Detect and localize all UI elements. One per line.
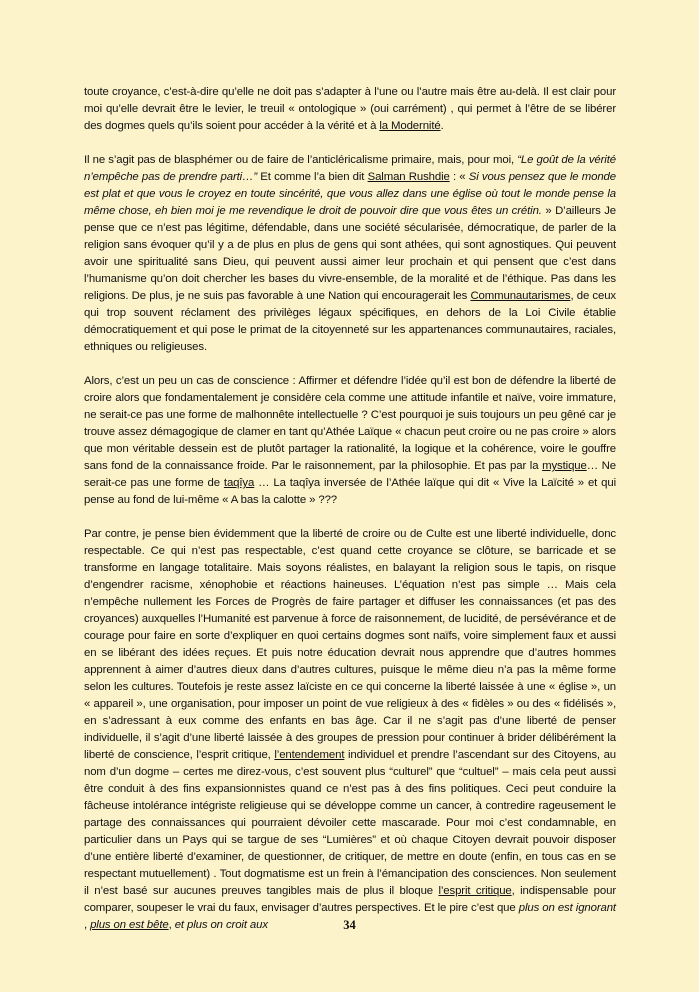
text-run: : « [449,171,469,183]
text-run: » D’ailleurs Je pense que ce n’est pas légitime, défendable, dans une société sécularisée, démocratique, de parler de la religion sans évoquer qu’il y a de plus en plus de gens qui sont athées, qui sont agnostiques. Qui peuvent avoir une spiritualité sans Dieu, qui peuvent aussi aimer leur prochain et qui pensent que c’est dans l’humanisme qu’on doit chercher les bases du vivre-ensemble, de la moralité et de l’éthique. Pas dans les religions. De plus, je ne suis pas favorable à une Nation qui encouragerait les [84,205,616,302]
quote-italic: Si vous pensez que le monde est plat et que vous le croyez en toute sincérité, que vous allez dans une église où tout le monde pense la même chose, eh bien moi je me revendique le droit de pouvoir dire que vous êtes un crétin. [84,171,616,217]
text-run: , indispensable pour comparer, soupeser le vrai du faux, envisager d’autres perspectives. Et le pire c’est que [84,885,616,914]
text-run: , [84,919,91,931]
text-run: … Ne serait-ce pas une forme de [84,460,617,489]
link-salman-rushdie[interactable]: Salman Rushdie [367,171,450,183]
paragraph-3 [84,373,616,509]
italic-run: plus on est ignorant [518,902,616,914]
link-esprit-critique[interactable]: l’esprit critique [438,885,512,897]
link-taqiya[interactable]: taqîya [223,477,255,489]
link-entendement[interactable]: l’entendement [274,749,345,761]
paragraph-2 [84,152,616,356]
text-run: . [440,120,444,132]
text-run: Il ne s’agit pas de blasphémer ou de faire de l’anticléricalisme primaire, mais, pour moi, [84,154,518,166]
quote-italic: “Le goût de la vérité n’empêche pas de prendre parti…” [84,154,616,183]
link-plus-on-est-bete[interactable]: plus on est bête [90,919,169,931]
link-mystique[interactable]: mystique [542,460,587,472]
text-run: individuel et prendre l’ascendant sur des Citoyens, au nom d’un dogme – certes me direz-vous, c’est souvent plus “culturel” que “cultuel” – mais cela peut aussi être conduit à des fins expansionnistes quand ce n’est pas à des fins politiques. Ceci peut conduire la fâcheuse intolérance intégriste religieuse qui se développe comme un cancer, à contredire rageusement le partage des connaissances qui pourraient dévoiler cette mascarade. Pour moi c’est condamnable, en particulier dans un Pays qui se targue de ses “Lumières” et où chaque Citoyen devrait pouvoir disposer d’une entière liberté d’examiner, de questionner, de critiquer, de mettre en doute (enfin, en tous cas en se respectant mutuellement) . Tout dogmatisme est un frein à l’émancipation des consciences. Non seulement il n’est basé sur aucunes preuves tangibles mais de plus il bloque [84,749,617,897]
text-run: , [168,919,175,931]
text-run: … La taqîya inversée de l’Athée laïque qui dit « Vive la Laïcité » et qui pense au fond de lui-même « A bas la calotte » ??? [84,477,616,506]
body-text [84,84,616,934]
text-run: , de ceux qui trop souvent réclament des privilèges légaux spécifiques, en dehors de la Loi Civile établie démocratiquement et qui pose le primat de la citoyenneté sur les appartenances communautaires, raciales, ethniques ou religieuses. [84,290,616,353]
text-run: toute croyance, c’est-à-dire qu’elle ne doit pas s’adapter à l’une ou l’autre mais être au-delà. Il est clair pour moi qu’elle devrait être le levier, le treuil « ontologique » (oui carrément) , qui permet à l’être de se libérer des dogmes quels qu’ils soient pour accéder à la vérité et à [84,86,616,132]
text-run: Et comme l’a bien dit [257,171,368,183]
text-run: Par contre, je pense bien évidemment que la liberté de croire ou de Culte est une liberté individuelle, donc respectable. Ce qui n’est pas respectable, c’est quand cette croyance se clôture, se barricade et se transforme en langage totalitaire. Mais soyons réalistes, en balayant la religion sous le tapis, on risque d’engendrer racisme, xénophobie et réactions haineuses. L’équation n’est pas simple … Mais cela n’empêche nullement les Forces de Progrès de faire partager et diffuser les connaissances (et pas des croyances) auxquelles l’Humanité est parvenue à force de raisonnement, de lucidité, de persévérance et de courage pour faire en sorte d’expliquer en quoi certains dogmes sont naïfs, voire simplement faux et aussi en se libérant des idées reçues. Et puis notre éducation devrait nous apprendre que d’autres hommes apprennent à aimer d’autres dieux dans d’autres cultures, puisque le même dieu n’a pas la même forme selon les cultures. Toutefois je reste assez laïciste en ce qui concerne la liberté laissée à une « église », un « appareil », une organisation, pour imposer un point de vue religieux à des « fidèles » ou des « fidélisés », en s’adressant à eux comme des enfants en bas âge. Car il ne s’agit pas d’une liberté de penser individuelle, il s’agit d’une liberté laissée à des groupes de pression pour continuer à brider délibérément la liberté de conscience, l’esprit critique, [84,528,616,761]
italic-run: et plus on croit aux [174,919,268,931]
paragraph-1 [84,84,616,135]
paragraph-4 [84,526,616,934]
text-run: Alors, c’est un peu un cas de conscience : Affirmer et défendre l’idée qu’il est bon de défendre la liberté de croire alors que fondamentalement je considère cela comme une attitude infantile et naïve, voire immature, ne serait-ce pas une forme de malhonnête intellectuelle ? C’est pourquoi je suis toujours un peu gêné car je trouve assez démagogique de clamer en tant qu’Athée Laïque « chacun peut croire ou ne pas croire » alors que mon véritable dessein est de plutôt partager la rationalité, la logique et la cohérence, voire le gouffre sans fond de la connaissance froide. Par le raisonnement, par la philosophie. Et pas par la [84,375,616,472]
page-number: 34 [343,918,356,932]
link-modernite[interactable]: la Modernité [379,120,441,132]
link-communautarismes[interactable]: Communautarismes [470,290,571,302]
